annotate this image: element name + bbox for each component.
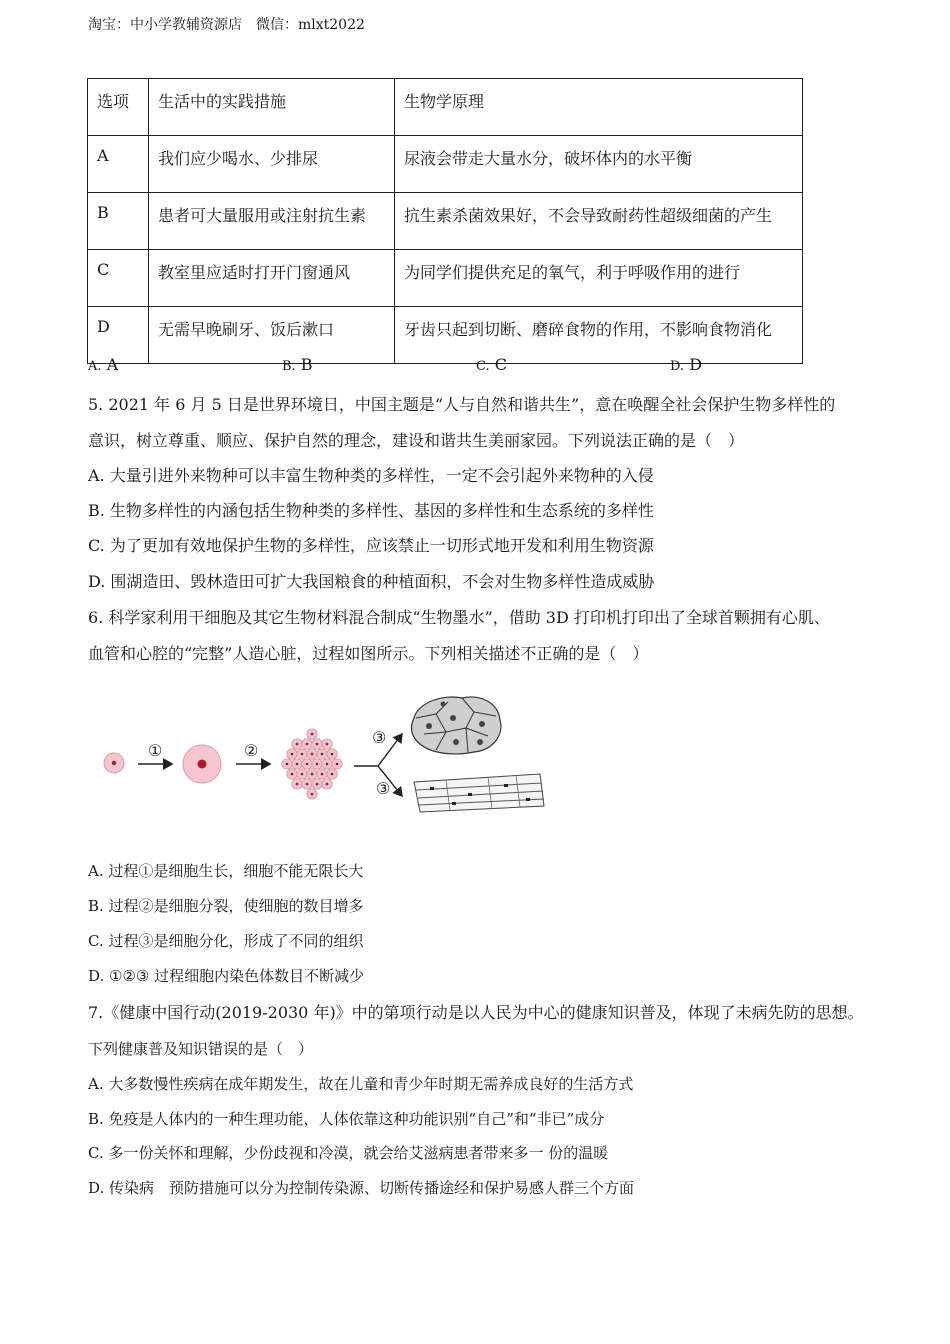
cluster-cell-nucleus	[306, 763, 309, 766]
table-header-cell: 选项	[88, 79, 149, 136]
cluster-cell-nucleus	[291, 753, 294, 756]
large-cell	[183, 745, 221, 783]
choice-text: C	[494, 355, 507, 374]
cluster-cell-nucleus	[291, 773, 294, 776]
table-cell: 抗生素杀菌效果好，不会导致耐药性超级细菌的产生	[395, 193, 803, 250]
table-row	[88, 193, 803, 250]
choice-text: B	[300, 355, 313, 374]
q7-option-b: B. 免疫是人体内的一种生理功能，人体依靠这种功能识别“自己”和“非已”成分	[88, 1110, 605, 1128]
cluster-cell-nucleus	[321, 753, 324, 756]
choice-b	[282, 355, 313, 374]
table-cell: B	[88, 193, 149, 250]
q5-option-b: B. 生物多样性的内涵包括生物种类的多样性、基因的多样性和生态系统的多样性	[88, 501, 654, 520]
choice-d	[670, 355, 702, 374]
choice-letter: A.	[88, 359, 102, 374]
choice-text: A	[106, 355, 119, 374]
step-label-3b: ③	[376, 779, 391, 798]
cluster-cell-nucleus	[311, 733, 314, 736]
table-header-cell: 生物学原理	[395, 79, 803, 136]
page-header: 淘宝：中小学教辅资源店 微信：mlxt2022	[88, 17, 365, 33]
cluster-cell-nucleus	[296, 743, 299, 746]
choice-letter: C.	[476, 359, 490, 374]
step-label-2: ②	[244, 741, 259, 760]
choice-letter: D.	[670, 359, 685, 374]
small-cell	[104, 753, 124, 773]
cluster-cell-nucleus	[306, 743, 309, 746]
table-row	[88, 250, 803, 307]
cluster-cell-nucleus	[321, 773, 324, 776]
table-cell: D	[88, 307, 149, 364]
cluster-cell-nucleus	[326, 783, 329, 786]
cluster-cell-nucleus	[331, 773, 334, 776]
cluster-cell-nucleus	[316, 763, 319, 766]
q5-stem-line1: 5. 2021 年 6 月 5 日是世界环境日，中国主题是“人与自然和谐共生”，意在唤醒全社会保护生物多样性的	[88, 395, 836, 414]
cluster-cell-nucleus	[336, 763, 339, 766]
cluster-cell-nucleus	[286, 763, 289, 766]
q5-option-d: D. 围湖造田、毁林造田可扩大我国粮食的种植面积，不会对生物多样性造成威胁	[88, 572, 655, 591]
choice-a	[88, 355, 118, 374]
cluster-cell-nucleus	[311, 793, 314, 796]
cluster-cell-nucleus	[296, 763, 299, 766]
epithelial-tissue	[412, 697, 501, 754]
table-cell: 牙齿只起到切断、磨碎食物的作用，不影响食物消化	[395, 307, 803, 364]
cluster-cell-nucleus	[311, 773, 314, 776]
table-cell: 我们应少喝水、少排尿	[149, 136, 395, 193]
q6-option-d: D. ①②③ 过程细胞内染色体数目不断减少	[88, 967, 365, 985]
step-label-1: ①	[148, 741, 163, 760]
options-table	[87, 78, 803, 364]
step-label-3a: ③	[372, 728, 387, 747]
cell-cluster	[282, 729, 342, 799]
q7-option-d: D. 传染病 预防措施可以分为控制传染源、切断传播途经和保护易感人群三个方面	[88, 1179, 635, 1197]
table-header-cell: 生活中的实践措施	[149, 79, 395, 136]
cluster-cell-nucleus	[311, 753, 314, 756]
table-cell: 尿液会带走大量水分，破坏体内的水平衡	[395, 136, 803, 193]
q5-option-c: C. 为了更加有效地保护生物的多样性，应该禁止一切形式地开发和利用生物资源	[88, 536, 654, 555]
q6-stem-line2: 血管和心腔的“完整”人造心脏，过程如图所示。下列相关描述不正确的是（ ）	[88, 644, 649, 663]
cluster-cell-nucleus	[301, 753, 304, 756]
table-cell: A	[88, 136, 149, 193]
table-cell: 无需早晚刷牙、饭后漱口	[149, 307, 395, 364]
q6-option-a: A. 过程①是细胞生长，细胞不能无限长大	[88, 862, 364, 880]
q5-stem-line2: 意识，树立尊重、顺应、保护自然的理念，建设和谐共生美丽家园。下列说法正确的是（ ）	[88, 431, 745, 450]
table-header-row	[88, 79, 803, 136]
table-cell: C	[88, 250, 149, 307]
table-cell: 患者可大量服用或注射抗生素	[149, 193, 395, 250]
cluster-cell-nucleus	[326, 763, 329, 766]
cell-process-diagram	[96, 688, 556, 818]
cluster-cell-nucleus	[331, 753, 334, 756]
q6-option-c: C. 过程③是细胞分化，形成了不同的组织	[88, 932, 364, 950]
cluster-cell-nucleus	[326, 743, 329, 746]
muscle-tissue	[414, 774, 544, 812]
q6-option-b: B. 过程②是细胞分裂，使细胞的数目增多	[88, 897, 364, 915]
cluster-cell-nucleus	[316, 743, 319, 746]
q7-option-a: A. 大多数慢性疾病在成年期发生，故在儿童和青少年时期无需养成良好的生活方式	[88, 1075, 634, 1093]
table-cell: 教室里应适时打开门窗通风	[149, 250, 395, 307]
cluster-cell-nucleus	[301, 773, 304, 776]
cluster-cell-nucleus	[316, 783, 319, 786]
choice-c	[476, 355, 507, 374]
q5-option-a: A. 大量引进外来物种可以丰富生物种类的多样性，一定不会引起外来物种的入侵	[88, 466, 654, 485]
table-cell: 为同学们提供充足的氧气，利于呼吸作用的进行	[395, 250, 803, 307]
table-row	[88, 136, 803, 193]
choice-letter: B.	[282, 359, 296, 374]
q7-stem-line1: 7.《健康中国行动(2019-2030 年)》中的第项行动是以人民为中心的健康知识普及，体现了未病先防的思想。	[88, 1003, 864, 1022]
q6-stem-line1: 6. 科学家利用干细胞及其它生物材料混合制成“生物墨水”，借助 3D 打印机打印出了全球首颗拥有心肌、	[88, 608, 830, 627]
cluster-cell-nucleus	[296, 783, 299, 786]
choice-text: D	[689, 355, 703, 374]
cluster-cell-nucleus	[306, 783, 309, 786]
q7-option-c: C. 多一份关怀和理解，少份歧视和冷漠，就会给艾滋病患者带来多一 份的温暖	[88, 1144, 609, 1162]
q7-stem-line2: 下列健康普及知识错误的是（ ）	[88, 1040, 314, 1058]
